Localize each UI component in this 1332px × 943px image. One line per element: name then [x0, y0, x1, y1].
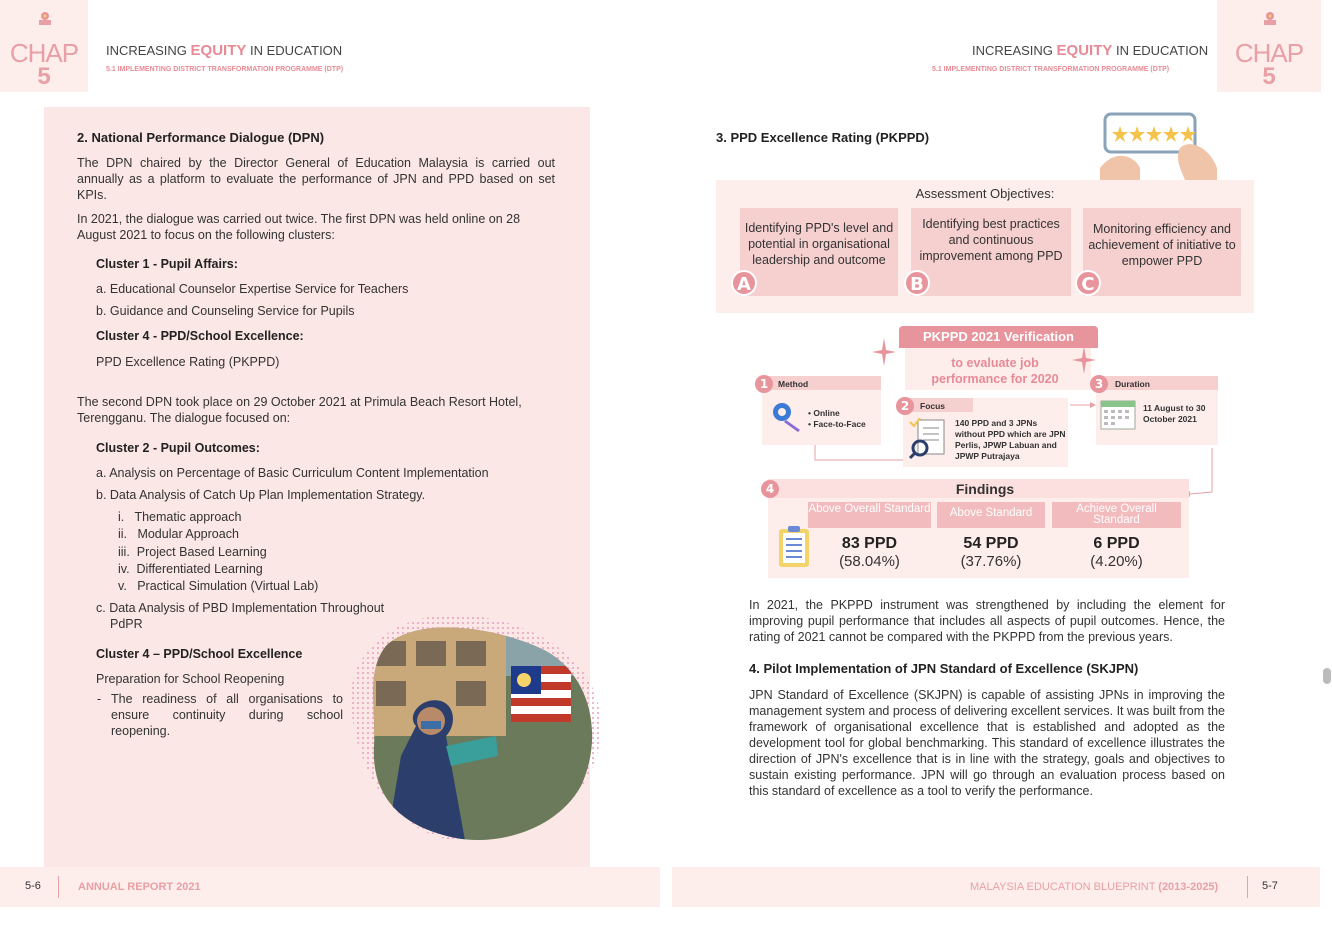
- cluster-1-heading: Cluster 1 - Pupil Affairs:: [96, 257, 238, 271]
- focus-text: 140 PPD and 3 JPNs without PPD which are JPN Perlis, JPWP Labuan and JPWP Putrajaya: [955, 418, 1066, 461]
- objective-a-letter: A: [731, 270, 757, 296]
- rating-stars-icon: [1095, 108, 1225, 180]
- pkppd-paragraph: In 2021, the PKPPD instrument was strengthened by including the element for improving pupil performance that includes all aspects of pupil outcomes. Hence, the rating of 2021 cannot be compared with the PKPPD from the previous years.: [749, 598, 1225, 644]
- chapter-label: CHAP: [9, 38, 79, 68]
- findings-label: Findings: [955, 481, 1015, 497]
- cluster-4-item: PPD Excellence Rating (PKPPD): [96, 355, 280, 369]
- skjpn-paragraph: JPN Standard of Excellence (SKJPN) is capable of assisting JPNs in improving the management system and process of delivering excellent services. It was built from the framework of organisational excellence that is established and adopted as the development tool for global benchmarking. This standard of excellence illustrates the direction of JPN's excellence that is in line with the strategy, goals and objectives to sustain existing performance. JPN will go through an evaluation process based on this standard of excellence as a tool to verify the performance.: [749, 688, 1225, 798]
- objective-c: Monitoring efficiency and achievement of initiative to empower PPD: [1083, 208, 1241, 296]
- finding-value: 54 PPD: [963, 535, 1019, 552]
- roman-item: v. Practical Simulation (Virtual Lab): [118, 579, 319, 593]
- method-online: • Online: [808, 408, 840, 418]
- findings-number: 4: [761, 480, 779, 498]
- roman-item: ii. Modular Approach: [118, 527, 239, 541]
- footer-divider: [1247, 876, 1248, 898]
- chapter-number: 5: [37, 63, 51, 90]
- footer-divider: [58, 876, 59, 898]
- chapter-badge-left: [0, 0, 88, 92]
- objective-b-letter: B: [904, 270, 930, 296]
- header-subtitle-right: 5.1 IMPLEMENTING DISTRICT TRANSFORMATION PROGRAMME (DTP): [932, 66, 1170, 73]
- cluster-2-item-c-cont: PdPR: [110, 617, 143, 631]
- finding-value: 83 PPD: [841, 535, 898, 552]
- crest-icon: [36, 10, 54, 28]
- sparkle-icon: [1072, 346, 1096, 374]
- roman-item: iv. Differentiated Learning: [118, 562, 263, 576]
- finding-percent: (4.20%): [1090, 553, 1143, 570]
- scrollbar-thumb[interactable]: [1323, 668, 1331, 684]
- finding-percent: (37.76%): [960, 553, 1022, 570]
- method-face-to-face: • Face-to-Face: [808, 419, 866, 429]
- cluster-2-item-b: b. Data Analysis of Catch Up Plan Implementation Strategy.: [96, 488, 426, 502]
- crest-icon: [1261, 10, 1279, 28]
- objective-b: Identifying best practices and continuous improvement among PPD: [911, 208, 1071, 296]
- cluster-4b-text: The readiness of all organisations to ensure continuity during school reopening.: [111, 692, 343, 738]
- dpn-paragraph-1: The DPN chaired by the Director General of Education Malaysia is carried out annually as a platform to evaluate the performance of JPN and PPD based on set KPIs.: [77, 156, 555, 202]
- cluster-4b-item: Preparation for School Reopening: [96, 672, 285, 686]
- duration-text: 11 August to 30 October 2021: [1143, 403, 1206, 424]
- cluster-2-item-c: c. Data Analysis of PBD Implementation Throughout: [96, 601, 385, 615]
- clipboard-icon: [777, 525, 811, 569]
- school-photo: [346, 606, 606, 846]
- cluster-4b-heading: Cluster 4 – PPD/School Excellence: [96, 647, 303, 661]
- cluster-2-item-a: a. Analysis on Percentage of Basic Curriculum Content Implementation: [96, 466, 489, 480]
- finding-value-col-2: [937, 535, 1045, 571]
- cluster-4-heading: Cluster 4 - PPD/School Excellence:: [96, 329, 304, 343]
- finding-head-above-standard: Above Standard: [937, 502, 1045, 528]
- cluster-1-item-b: b. Guidance and Counseling Service for Pupils: [96, 304, 355, 318]
- header-title-left: INCREASING EQUITY IN EDUCATION: [106, 42, 343, 59]
- chapter-label: CHAP: [1234, 38, 1304, 68]
- finding-head-above-overall: Above Overall Standard: [808, 502, 931, 528]
- duration-number: 3: [1090, 375, 1108, 393]
- objective-a: Identifying PPD's level and potential in organisational leadership and outcome: [740, 208, 898, 296]
- section-heading-dpn: 2. National Performance Dialogue (DPN): [77, 130, 325, 145]
- chapter-badge-right: [1217, 0, 1321, 92]
- focus-label: Focus: [920, 401, 946, 411]
- footer-label-right: MALAYSIA EDUCATION BLUEPRINT (2013-2025): [970, 881, 1219, 893]
- finding-value: 6 PPD: [1093, 535, 1140, 552]
- header-subtitle-left: 5.1 IMPLEMENTING DISTRICT TRANSFORMATION PROGRAMME (DTP): [106, 66, 344, 73]
- finding-head-achieve-overall: Achieve Overall Standard: [1052, 502, 1181, 528]
- dpn-paragraph-3: The second DPN took place on 29 October 2021 at Primula Beach Resort Hotel, Terengganu. The dialogue focused on:: [77, 395, 522, 425]
- finding-value-col-1: [808, 535, 931, 571]
- chapter-number: 5: [1262, 63, 1276, 90]
- page-number-left: 5-6: [25, 880, 41, 892]
- cluster-2-heading: Cluster 2 - Pupil Outcomes:: [96, 441, 260, 455]
- finding-value-col-3: [1052, 535, 1181, 571]
- dpn-paragraph-2: In 2021, the dialogue was carried out twice. The first DPN was held online on 28 August 2021 to focus on the following clusters:: [77, 212, 521, 242]
- footer-label-left: ANNUAL REPORT 2021: [78, 881, 201, 893]
- method-number: 1: [755, 375, 773, 393]
- section-heading-skjpn: 4. Pilot Implementation of JPN Standard of Excellence (SKJPN): [749, 661, 1139, 676]
- section-heading-pkppd: 3. PPD Excellence Rating (PKPPD): [716, 130, 930, 145]
- duration-label: Duration: [1115, 379, 1150, 389]
- sparkle-icon: [872, 338, 896, 366]
- method-label: Method: [778, 379, 809, 389]
- page-number-right: 5-7: [1262, 880, 1278, 892]
- header-title-right: INCREASING EQUITY IN EDUCATION: [972, 42, 1209, 59]
- gear-wrench-icon: [768, 398, 804, 434]
- verification-title: PKPPD 2021 Verification: [899, 326, 1098, 348]
- focus-number: 2: [896, 397, 914, 415]
- objective-c-letter: C: [1075, 270, 1101, 296]
- roman-item: i. Thematic approach: [118, 510, 242, 524]
- finding-percent: (58.04%): [839, 553, 900, 570]
- dash-bullet: -: [97, 692, 102, 706]
- assessment-objectives-title: Assessment Objectives:: [915, 186, 1055, 201]
- roman-item: iii. Project Based Learning: [118, 545, 267, 559]
- cluster-1-item-a: a. Educational Counselor Expertise Service for Teachers: [96, 282, 409, 296]
- verification-subtitle: to evaluate job performance for 2020: [931, 356, 1059, 386]
